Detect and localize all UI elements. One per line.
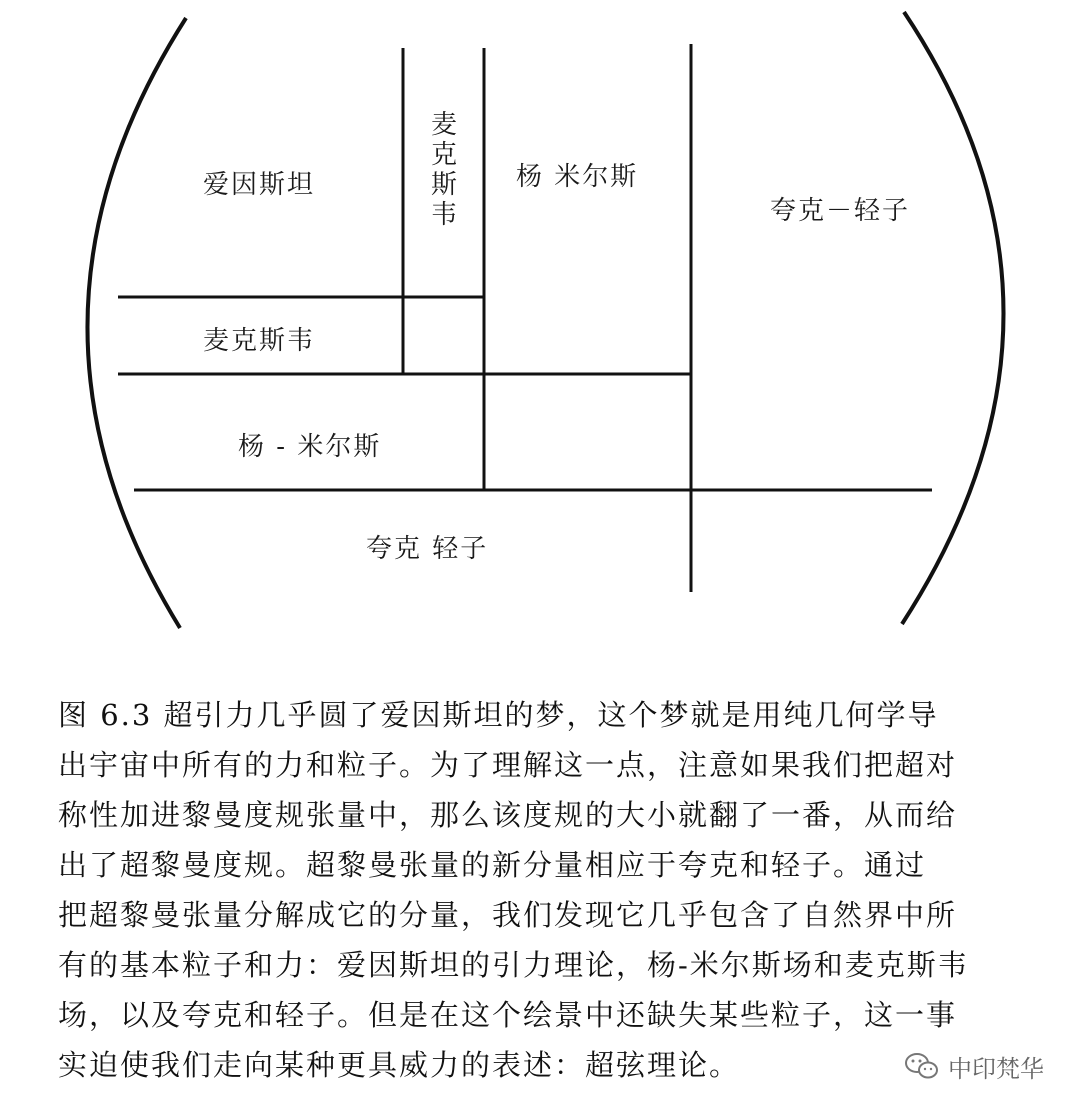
figure-caption (58, 690, 1048, 1090)
maxwell-char-2: 克 (430, 140, 457, 170)
maxwell-char-3: 斯 (430, 170, 457, 200)
caption-line: 称性加进黎曼度规张量中，那么该度规的大小就翻了一番，从而给 (58, 798, 958, 832)
watermark-text: 中印梵华 (948, 1054, 1044, 1083)
caption-line: 实迫使我们走向某种更具威力的表述：超弦理论。 (58, 1048, 741, 1082)
caption-line: 有的基本粒子和力：爱因斯坦的引力理论，杨-米尔斯场和麦克斯韦 (58, 948, 969, 982)
maxwell-char-1: 麦 (430, 110, 457, 140)
caption-line: 把超黎曼张量分解成它的分量，我们发现它几乎包含了自然界中所 (58, 898, 958, 932)
caption-line: 场，以及夸克和轻子。但是在这个绘景中还缺失某些粒子，这一事 (58, 998, 958, 1032)
einstein-label: 爱因斯坦 (203, 170, 316, 200)
caption-line: 出了超黎曼度规。超黎曼张量的新分量相应于夸克和轻子。通过 (58, 848, 927, 882)
wechat-icon (904, 1051, 940, 1081)
right-arc (902, 12, 1004, 624)
quark-lepton-bottom-label: 夸克 轻子 (366, 534, 489, 564)
quark-lepton-right-label: 夸克－轻子 (770, 196, 911, 226)
caption-line: 出宇宙中所有的力和粒子。为了理解这一点，注意如果我们把超对 (58, 748, 958, 782)
yang-mills-top-label: 杨 米尔斯 (516, 162, 639, 192)
maxwell-vertical-label (429, 110, 459, 230)
left-arc (87, 18, 186, 628)
maxwell-horizontal-label: 麦克斯韦 (203, 326, 316, 356)
caption-line: 图 6.3 超引力几乎圆了爱因斯坦的梦，这个梦就是用纯几何学导 (58, 698, 939, 732)
watermark (904, 1048, 1044, 1084)
yang-mills-left-label: 杨 - 米尔斯 (238, 432, 382, 462)
maxwell-char-4: 韦 (430, 200, 457, 230)
